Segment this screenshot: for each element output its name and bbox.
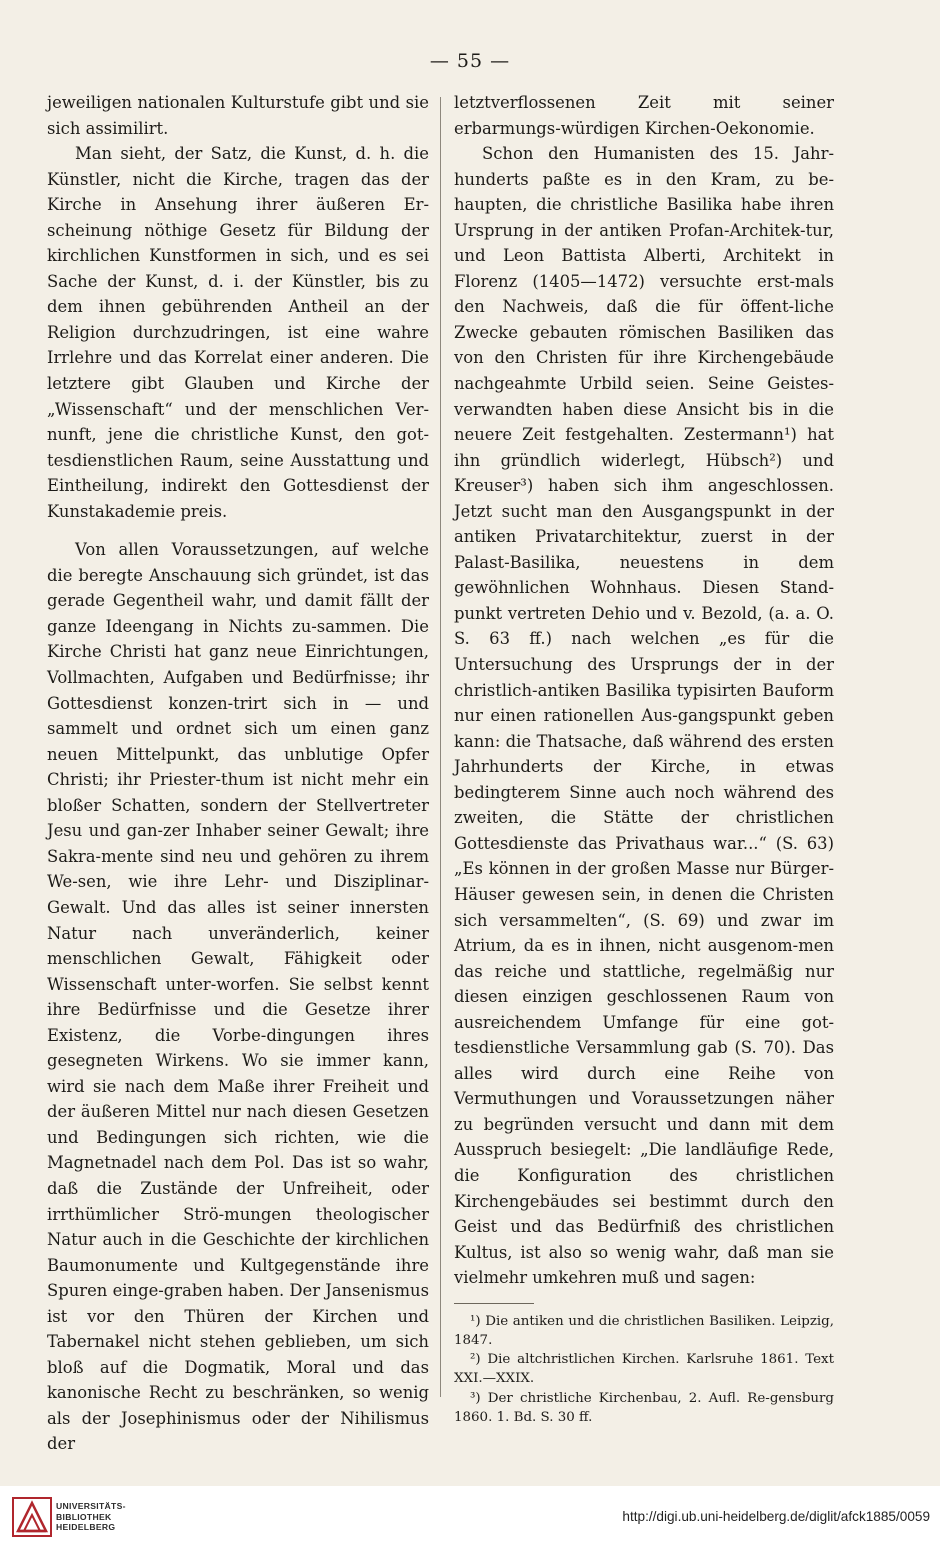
university-seal-icon	[12, 1497, 52, 1537]
paragraph: Man sieht, der Satz, die Kunst, d. h. die Künstler, nicht die Kirche, tragen das der Kirche in Ansehung ihrer äußeren Er-scheinung nöthige Gesetz für Bildung der kirchlichen Kunstformen in sich, und es sei Sache der Kunst, d. i. der Künstler, bis zu dem ihnen gebührenden Antheil an der Religion durchzudringen, ist eine wahre Irrlehre und das Korrelat einer anderen. Die letztere gibt Glauben und Kirche der „Wissenschaft“ und der menschlichen Ver-nunft, jene die christliche Kunst, den got-tesdienstlichen Raum, seine Ausstattung und Eintheilung, indirekt den Gottesdienst der Kunstakademie preis.	[47, 144, 429, 521]
library-logo-text	[56, 1501, 126, 1533]
footnote: ³) Der christliche Kirchenbau, 2. Aufl. Re-gensburg 1860. 1. Bd. S. 30 ff.	[454, 1390, 834, 1425]
logo-line: UNIVERSITÄTS-	[56, 1501, 126, 1511]
footnote: ²) Die altchristlichen Kirchen. Karlsruhe 1861. Text XXI.—XXIX.	[454, 1352, 834, 1387]
paragraph: Schon den Humanisten des 15. Jahr-hunderts paßte es in den Kram, zu be-haupten, die christliche Basilika habe ihren Ursprung in der antiken Profan-Architek-tur, und Leon Battista Alberti, Architekt in Florenz (1405—1472) versuchte erst-mals den Nachweis, daß die für öffent-liche Zwecke gebauten römischen Basiliken das von den Christen für ihre Kirchengebäude nachgeahmte Urbild seien. Seine Geistes-verwandten haben diese Ansicht bis in die neuere Zeit festgehalten. Zestermann¹) hat ihn gründlich widerlegt, Hübsch²) und Kreuser³) haben sich ihm angeschlossen. Jetzt sucht man den Ausgangspunkt in der antiken Privatarchitektur, zuerst in der Palast-Basilika, neuestens in dem gewöhnlichen Wohnhaus. Diesen Stand-punkt vertreten Dehio und v. Bezold, (a. a. O. S. 63 ff.) nach welchen „es für die Untersuchung des Ursprungs der in der christlich-antiken Basilika typisirten Bauform nur einen rationellen Aus-gangspunkt geben kann: die Thatsache, daß während des ersten Jahrhunderts der Kirche, in etwas bedingterem Sinne auch noch während des zweiten, die Stätte der christlichen Gottesdienste das Privathaus war...“ (S. 63) „Es können in der großen Masse nur Bürger-Häuser gewesen sein, in denen die Christen sich versammelten“, (S. 69) und zwar im Atrium, da es in ihnen, nicht ausgenom-men das reiche und stattliche, regelmäßig nur diesen einzigen geschlossenen Raum von ausreichendem Umfange für eine got-tesdienstliche Versammlung gab (S. 70). Das alles wird durch eine Reihe von Vermuthungen und Voraussetzungen näher zu begründen versucht und dann mit dem Ausspruch besiegelt: „Die landläufige Rede, die Konfiguration des christlichen Kirchengebäudes sei bestimmt durch den Geist und das Bedürfniß des christlichen Kultus, ist also so wenig wahr, daß man sie vielmehr umkehren muß und sagen:	[454, 144, 834, 1288]
column-divider	[440, 97, 441, 1397]
footnotes	[454, 1312, 834, 1427]
left-column	[47, 90, 429, 1457]
page-number: — 55 —	[429, 50, 511, 72]
paragraph: Von allen Voraussetzungen, auf welche die beregte Anschauung sich gründet, ist das gerade Gegentheil wahr, und damit fällt der ganze Ideengang in Nichts zu-sammen. Die Kirche Christi hat ganz neue Einrichtungen, Vollmachten, Aufgaben und Bedürfnisse; ihr Gottesdienst konzen-trirt sich in — und sammelt und ordnet sich um einen ganz neuen Mittelpunkt, das unblutige Opfer Christi; ihr Priester-thum ist nicht mehr ein bloßer Schatten, sondern der Stellvertreter Jesu und gan-zer Inhaber seiner Gewalt; ihre Sakra-mente sind neu und gehören zu ihrem We-sen, wie ihre Lehr- und Disziplinar-Gewalt. Und das alles ist seiner innersten Natur nach unveränderlich, keiner menschlichen Gewalt, Fähigkeit oder Wissenschaft unter-worfen. Sie selbst kennt ihre Bedürfnisse und die Gesetze ihrer Existenz, die Vorbe-dingungen ihres gesegneten Wirkens. Wo sie immer kann, wird sie nach dem Maße ihrer Freiheit und der äußeren Mittel nur nach diesen Gesetzen und Bedingungen sich richten, wie die Magnetnadel nach dem Pol. Das ist so wahr, daß die Zustände der Unfreiheit, oder irrthümlicher Strö-mungen theologischer Natur auch in die Geschichte der kirchlichen Baumonumente und Kultgegenstände ihre Spuren einge-graben haben. Der Jansenismus ist vor den Thüren der Kirchen und Tabernakel nicht stehen geblieben, um sich bloß auf die Dogmatik, Moral und das kanonische Recht zu beschränken, so wenig als der Josephinismus oder der Nihilismus der	[47, 540, 429, 1454]
footnote-rule	[454, 1303, 534, 1304]
paragraph: jeweiligen nationalen Kulturstufe gibt und sie sich assimilirt.	[47, 93, 429, 138]
source-url-link[interactable]: http://digi.ub.uni-heidelberg.de/diglit/afck1885/0059	[622, 1509, 930, 1524]
paragraph: letztverflossenen Zeit mit seiner erbarmungs-würdigen Kirchen-Oekonomie.	[454, 93, 834, 138]
footer-bar	[0, 1486, 940, 1549]
right-column	[454, 90, 834, 1427]
footnote: ¹) Die antiken und die christlichen Basiliken. Leipzig, 1847.	[454, 1313, 834, 1348]
logo-line: HEIDELBERG	[56, 1522, 116, 1533]
logo-line: BIBLIOTHEK	[56, 1511, 112, 1522]
